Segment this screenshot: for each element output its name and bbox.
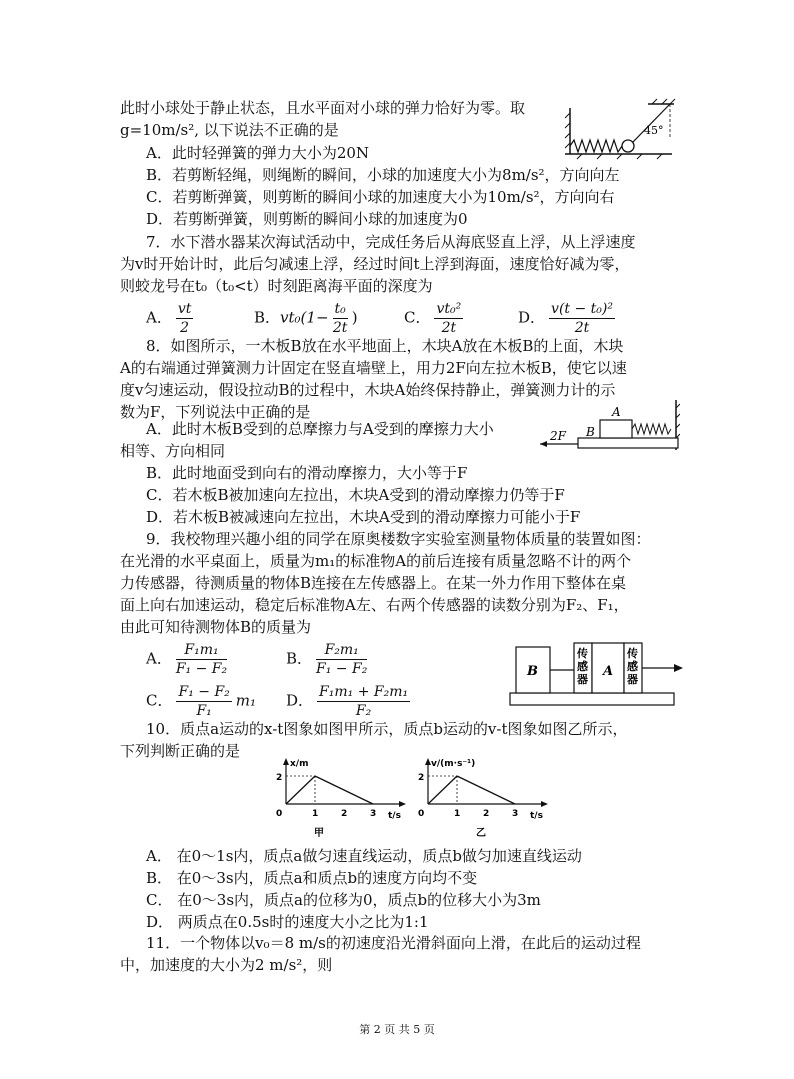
q6-option-a: A．此时轻弹簧的弹力大小为20N: [146, 144, 370, 162]
q7-option-c: C． $\frac{\text{vt₀²}}{2t}$: [404, 301, 462, 336]
q10-graph-a-xlabel: t/s: [388, 811, 401, 821]
q10-graph-a-xtick-1: 1: [312, 809, 319, 819]
q10-graph-a-xt: [264, 756, 414, 842]
q9-text-line1: 9．我校物理兴趣小组的同学在原奥楼数字实验室测量物体质量的装置如图：: [146, 530, 651, 548]
q9-object-b-label: B: [527, 664, 538, 679]
q10-graph-a-xtick-0: 0: [276, 809, 283, 819]
q6-text-line2: g=10m/s², 以下说法不正确的是: [120, 121, 339, 139]
q10-graph-b-caption: 乙: [476, 828, 486, 839]
q6-option-d: D．若剪断弹簧，则剪断的瞬间小球的加速度为0: [146, 210, 468, 228]
q7-text-line2: 为v时开始计时，此后匀减速上浮，经过时间t上浮到海面，速度恰好减为零，: [120, 255, 630, 273]
q11-text-line1: 11．一个物体以v₀＝8 m/s的初速度沿光滑斜面向上滑，在此后的运动过程: [146, 934, 641, 952]
q10-graph-b-vt: [406, 756, 556, 842]
q10-option-c: C． 在0～3s内，质点a的位移为0，质点b的位移大小为3m: [146, 891, 541, 909]
q10-graph-b-rise-segment: [428, 776, 457, 804]
q7-option-b: B．vt₀(1− $\frac{\text{t₀}}{2t}$ ): [254, 301, 358, 336]
q9-text-line2: 在光滑的水平桌面上，质量为m₁的标准物A的前后连接有质量忽略不计的两个: [120, 552, 632, 570]
q9-standard-a-label: A: [603, 664, 614, 679]
q10-text-line2: 下列判断正确的是: [120, 742, 241, 760]
q8-text-line4: 数为F，下列说法中正确的是: [120, 403, 311, 421]
q8-option-c: C．若木板B被加速向左拉出，木块A受到的滑动摩擦力仍等于F: [146, 486, 565, 504]
q7-text-line3: 则蛟龙号在t₀（t₀<t）时刻距离海平面的深度为: [120, 277, 433, 295]
q8-text-line3: 度v匀速运动，假设拉动B的过程中，木块A始终保持静止，弹簧测力计的示: [120, 381, 616, 399]
q8-option-d: D．若木板B被减速向左拉出，木块A受到的滑动摩擦力可能小于F: [146, 508, 581, 526]
q9-right-sensor-label: 传感器: [627, 647, 638, 686]
q10-graph-b-ytick-2: 2: [418, 773, 425, 783]
q10-graph-a-fall-segment: [315, 776, 373, 804]
q10-graph-a-caption: 甲: [314, 828, 324, 839]
q8-text-line2: A的右端通过弹簧测力计固定在竖直墙壁上，用力2F向左拉木板B，使它以速: [120, 359, 627, 377]
q8-option-a-line1: A．此时木板B受到的总摩擦力与A受到的摩擦力大小: [146, 420, 494, 438]
q9-text-line5: 由此可知待测物体B的质量为: [120, 618, 312, 636]
q8-block-a-label: A: [612, 405, 621, 419]
q9-option-a: A． $\frac{\text{F₁m₁}}{\text{F₁ − F₂}}$: [146, 642, 228, 677]
q10-graph-a-rise-segment: [286, 776, 315, 804]
q8-text-line1: 8．如图所示，一木板B放在水平地面上，木块A放在木板B的上面，木块: [146, 337, 624, 355]
q9-sensor-setup-figure: [508, 637, 686, 707]
q8-option-a-line2: 相等、方向相同: [120, 442, 226, 460]
q9-option-d: D． $\frac{\text{F₁m₁ + F₂m₁}}{\text{F₂}}$: [286, 684, 409, 719]
q6-option-b: B．若剪断轻绳，则绳断的瞬间，小球的加速度大小为8m/s²，方向向左: [146, 166, 620, 184]
q6-angle-label: 45°: [644, 124, 664, 137]
q7-option-a: A． $\frac{vt}{2}$: [146, 301, 192, 336]
q7-text-line1: 7．水下潜水器某次海试活动中，完成任务后从海底竖直上浮，从上浮速度: [146, 233, 636, 251]
q10-graph-a-ytick-2: 2: [276, 773, 283, 783]
q8-board-block-figure: [538, 398, 680, 452]
q10-graph-a-xtick-3: 3: [370, 809, 377, 819]
q10-option-a: A． 在0～1s内，质点a做匀速直线运动，质点b做匀加速直线运动: [146, 847, 582, 865]
q9-option-b: B． $\frac{\text{F₂m₁}}{\text{F₁ − F₂}}$: [286, 642, 368, 677]
q9-text-line4: 面上向右加速运动，稳定后标准物A左、右两个传感器的读数分别为F₂、F₁，: [120, 596, 629, 614]
page-footer: 第 2 页 共 5 页: [359, 1023, 435, 1036]
q10-graph-a-xtick-2: 2: [341, 809, 348, 819]
q11-text-line2: 中，加速度的大小为2 m/s²，则: [120, 956, 333, 974]
q10-option-d: D． 两质点在0.5s时的速度大小之比为1:1: [146, 913, 429, 931]
q6-spring-ball-figure: [562, 98, 677, 160]
q8-force-label: 2F: [550, 429, 566, 443]
q10-graph-b-xtick-3: 3: [512, 809, 519, 819]
q7-option-d: D． $\frac{\text{v(t − t₀)²}}{2t}$: [518, 301, 613, 336]
q10-graph-b-ylabel: v/(m·s⁻¹): [431, 759, 476, 769]
q9-left-sensor-label: 传感器: [577, 647, 588, 686]
q10-graph-b-xtick-0: 0: [418, 809, 425, 819]
q10-graph-b-xtick-1: 1: [454, 809, 461, 819]
q8-board-b-label: B: [586, 425, 595, 439]
q10-graph-b-xtick-2: 2: [483, 809, 490, 819]
q9-option-c: C． $\frac{\text{F₁ − F₂}}{\text{F₁}}$ m₁: [146, 684, 257, 719]
q10-graph-b-fall-segment: [457, 776, 515, 804]
arrow-right-icon: [674, 664, 683, 672]
q9-text-line3: 力传感器，待测质量的物体B连接在左传感器上。在某一外力作用下整体在桌: [120, 574, 627, 592]
q10-text-line1: 10．质点a运动的x-t图象如图甲所示，质点b运动的v-t图象如图乙所示，: [146, 720, 628, 738]
q8-option-b: B．此时地面受到向右的滑动摩擦力，大小等于F: [146, 464, 468, 482]
q10-graph-a-ylabel: x/m: [290, 759, 309, 769]
q6-text-line1: 此时小球处于静止状态，且水平面对小球的弹力恰好为零。取: [120, 99, 526, 117]
q6-option-c: C．若剪断弹簧，则剪断的瞬间小球的加速度大小为10m/s²，方向向右: [146, 188, 615, 206]
q10-option-b: B． 在0～3s内，质点a和质点b的速度方向均不变: [146, 869, 478, 887]
q10-graph-b-xlabel: t/s: [530, 811, 543, 821]
